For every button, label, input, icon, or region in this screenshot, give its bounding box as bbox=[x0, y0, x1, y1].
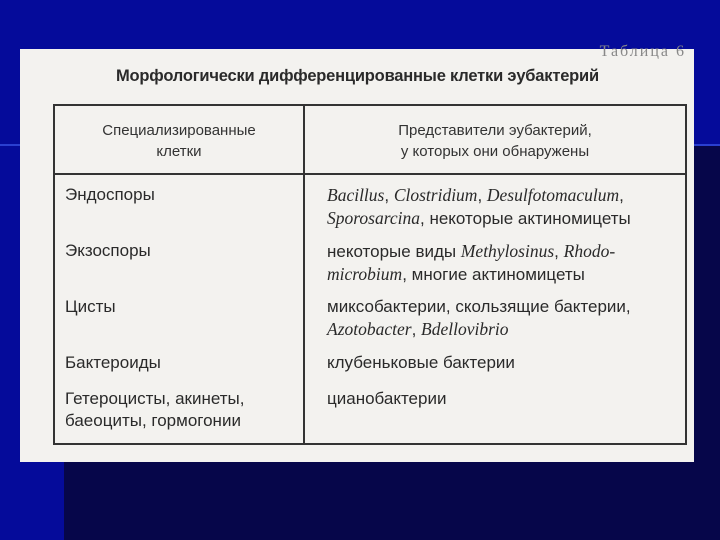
header-divider bbox=[55, 173, 685, 175]
cell-text-line bbox=[327, 296, 682, 318]
row-cysts-cell: Цисты bbox=[65, 297, 116, 316]
table-frame bbox=[53, 104, 687, 445]
genus-name: Clostridium bbox=[393, 185, 478, 205]
row-heterocysts-organisms bbox=[327, 388, 682, 410]
cell-text-line bbox=[327, 207, 682, 230]
row-exospores-organisms bbox=[327, 240, 682, 286]
cell-text-line bbox=[327, 263, 682, 286]
header-right-line: Представители эубактерий, bbox=[398, 122, 592, 139]
row-cysts-organisms bbox=[327, 296, 682, 341]
header-specialized-cells bbox=[55, 120, 303, 162]
header-left-line: клетки bbox=[156, 143, 202, 160]
row-heterocysts-line: баеоциты, гормогонии bbox=[65, 411, 241, 430]
genus-name: Desulfotomaculum bbox=[486, 185, 620, 205]
genus-name: Bacillus bbox=[327, 185, 385, 205]
row-endospores-organisms bbox=[327, 184, 682, 230]
cell-text: , bbox=[477, 186, 487, 205]
slide-divider-line-right bbox=[694, 144, 720, 146]
slide-background-right-band bbox=[694, 146, 720, 462]
cell-text-line bbox=[327, 388, 682, 410]
scanned-table-image bbox=[20, 43, 694, 462]
cell-text-line bbox=[327, 240, 682, 263]
header-left-line: Специализированные bbox=[102, 122, 256, 139]
row-heterocysts-line: Гетероцисты, акинеты, bbox=[65, 389, 245, 408]
genus-name: Sporosarcina bbox=[327, 208, 421, 228]
cell-text: миксобактерии, скользящие бактерии, bbox=[327, 297, 631, 316]
header-right-line: у которых они обнаружены bbox=[400, 143, 590, 160]
cell-text: цианобактерии bbox=[327, 389, 447, 408]
slide-background-bottom-band bbox=[64, 462, 720, 540]
cell-text: , многие актиномицеты bbox=[402, 265, 585, 284]
cell-text: клубеньковые бактерии bbox=[327, 353, 515, 372]
row-heterocysts-cell bbox=[65, 388, 297, 432]
table-title: Морфологически дифференцированные клетки эубактерий bbox=[116, 67, 599, 85]
cell-text: некоторые виды bbox=[327, 242, 461, 261]
cell-text: , некоторые актиномицеты bbox=[420, 209, 631, 228]
cell-text-line bbox=[327, 318, 682, 341]
cell-text: , bbox=[554, 242, 564, 261]
genus-name: Rhodo- bbox=[563, 241, 616, 261]
genus-name: Methylosinus bbox=[460, 241, 555, 261]
genus-name: Bdellovibrio bbox=[421, 319, 509, 339]
cell-text: , bbox=[411, 320, 422, 339]
header-representatives bbox=[305, 120, 685, 162]
cell-text-line bbox=[327, 184, 682, 207]
row-bacteroids-cell: Бактероиды bbox=[65, 353, 161, 372]
slide-background-top bbox=[0, 0, 720, 46]
row-endospores-cell: Эндоспоры bbox=[65, 185, 155, 204]
genus-name: Azotobacter bbox=[327, 319, 412, 339]
row-exospores-cell: Экзоспоры bbox=[65, 241, 151, 260]
row-bacteroids-organisms bbox=[327, 352, 682, 374]
cell-text: , bbox=[384, 186, 394, 205]
cell-text-line bbox=[327, 352, 682, 374]
cell-text: , bbox=[619, 186, 624, 205]
table-number-caption: Таблица 6 bbox=[599, 43, 686, 60]
slide-divider-line-left bbox=[0, 144, 22, 146]
genus-name: microbium bbox=[327, 264, 403, 284]
